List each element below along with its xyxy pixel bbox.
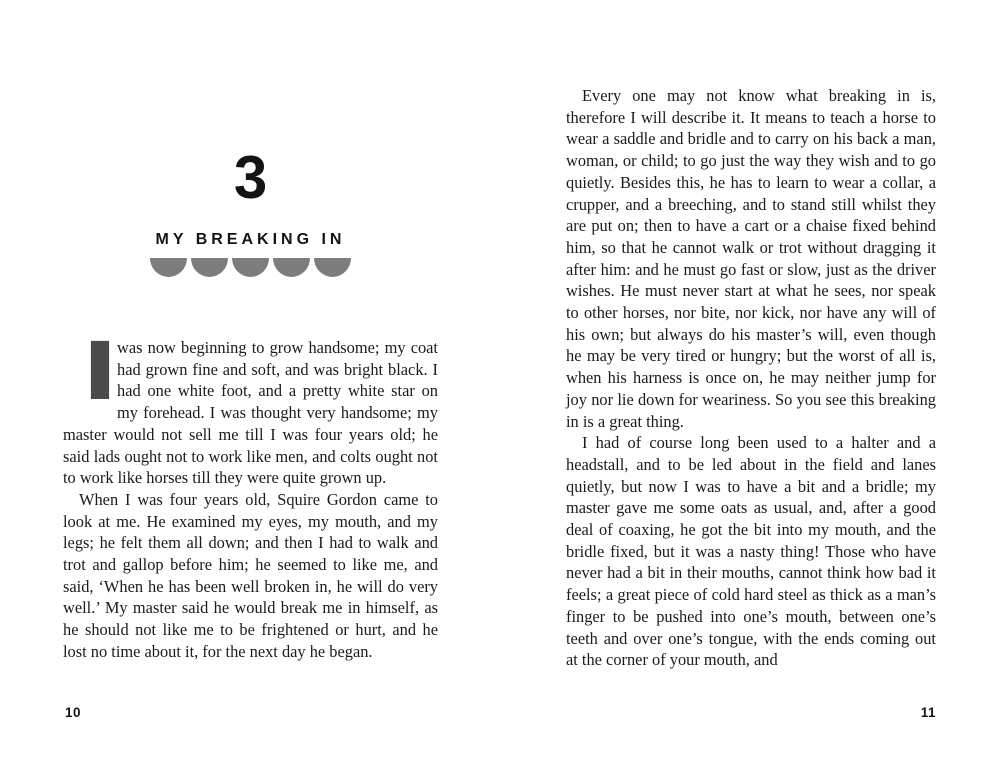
left-page-body (63, 323, 438, 663)
right-page-body (566, 85, 936, 671)
chapter-number: 3 (233, 144, 268, 211)
left-page (63, 0, 438, 767)
chapter-ornament (63, 258, 438, 277)
right-page (566, 0, 936, 767)
page-number: 10 (65, 705, 82, 720)
page-number: 11 (920, 705, 936, 720)
paragraph (63, 323, 438, 489)
paragraph: When I was four years old, Squire Gordon came to look at me. He examined my eyes, my mouth, and my legs; he felt them all down; and then I had to walk and trot and gallop before him; he seemed to like me, and said, ‘When he has been well broken in, he will do very well.’ My master said he would break me in himself, as he should not like me to be frightened or hurt, and he lost no time about it, for the next day he began. (63, 489, 438, 661)
chapter-title: MY BREAKING IN (155, 231, 346, 248)
drop-cap-letter: I (82, 323, 118, 417)
semicircle-icon (150, 258, 187, 277)
semicircle-icon (232, 258, 269, 277)
semicircle-icon (314, 258, 351, 277)
paragraph-text: was now beginning to grow handsome; my coat had grown fine and soft, and was bright black. I had one white foot, and a pretty white star on my forehead. I was thought very handsome; my master would not sell me till I was four years old; he said lads ought not to work like men, and colts ought not to work like horses till they were quite grown up. (63, 338, 438, 488)
paragraph: I had of course long been used to a halter and a headstall, and to be led about in the field and lanes quietly, but now I was to have a bit and a bridle; my master gave me some oats as usual, and, after a good deal of coaxing, he got the bit into my mouth, and the bridle fixed, but it was a nasty thing! Those who have never had a bit in their mouths, cannot think how bad it feels; a great piece of cold hard steel as thick as a man’s finger to be pushed into one’s mouth, between one’s teeth and over one’s tongue, with the ends coming out at the corner of your mouth, and (566, 433, 936, 670)
paragraph: Every one may not know what breaking in is, therefore I will describe it. It means to teach a horse to wear a saddle and bridle and to carry on his back a man, woman, or child; to go just the way they wish and to go quietly. Besides this, he has to learn to wear a collar, a crupper, and a breeching, and to stand still whilst they are put on; then to have a cart or a chaise fixed behind him, so that he cannot walk or trot without dragging it after him: and he must go fast or slow, just as the driver wishes. He must never start at what he sees, nor speak to other horses, nor bite, nor kick, nor have any will of his own; but always do his master’s will, even though he may be very tired or hungry; but the worst of all is, when his harness is once on, he may neither jump for joy nor lie down for weariness. So you see this breaking in is a great thing. (566, 86, 936, 431)
semicircle-icon (273, 258, 310, 277)
chapter-header (63, 144, 438, 277)
semicircle-icon (191, 258, 228, 277)
